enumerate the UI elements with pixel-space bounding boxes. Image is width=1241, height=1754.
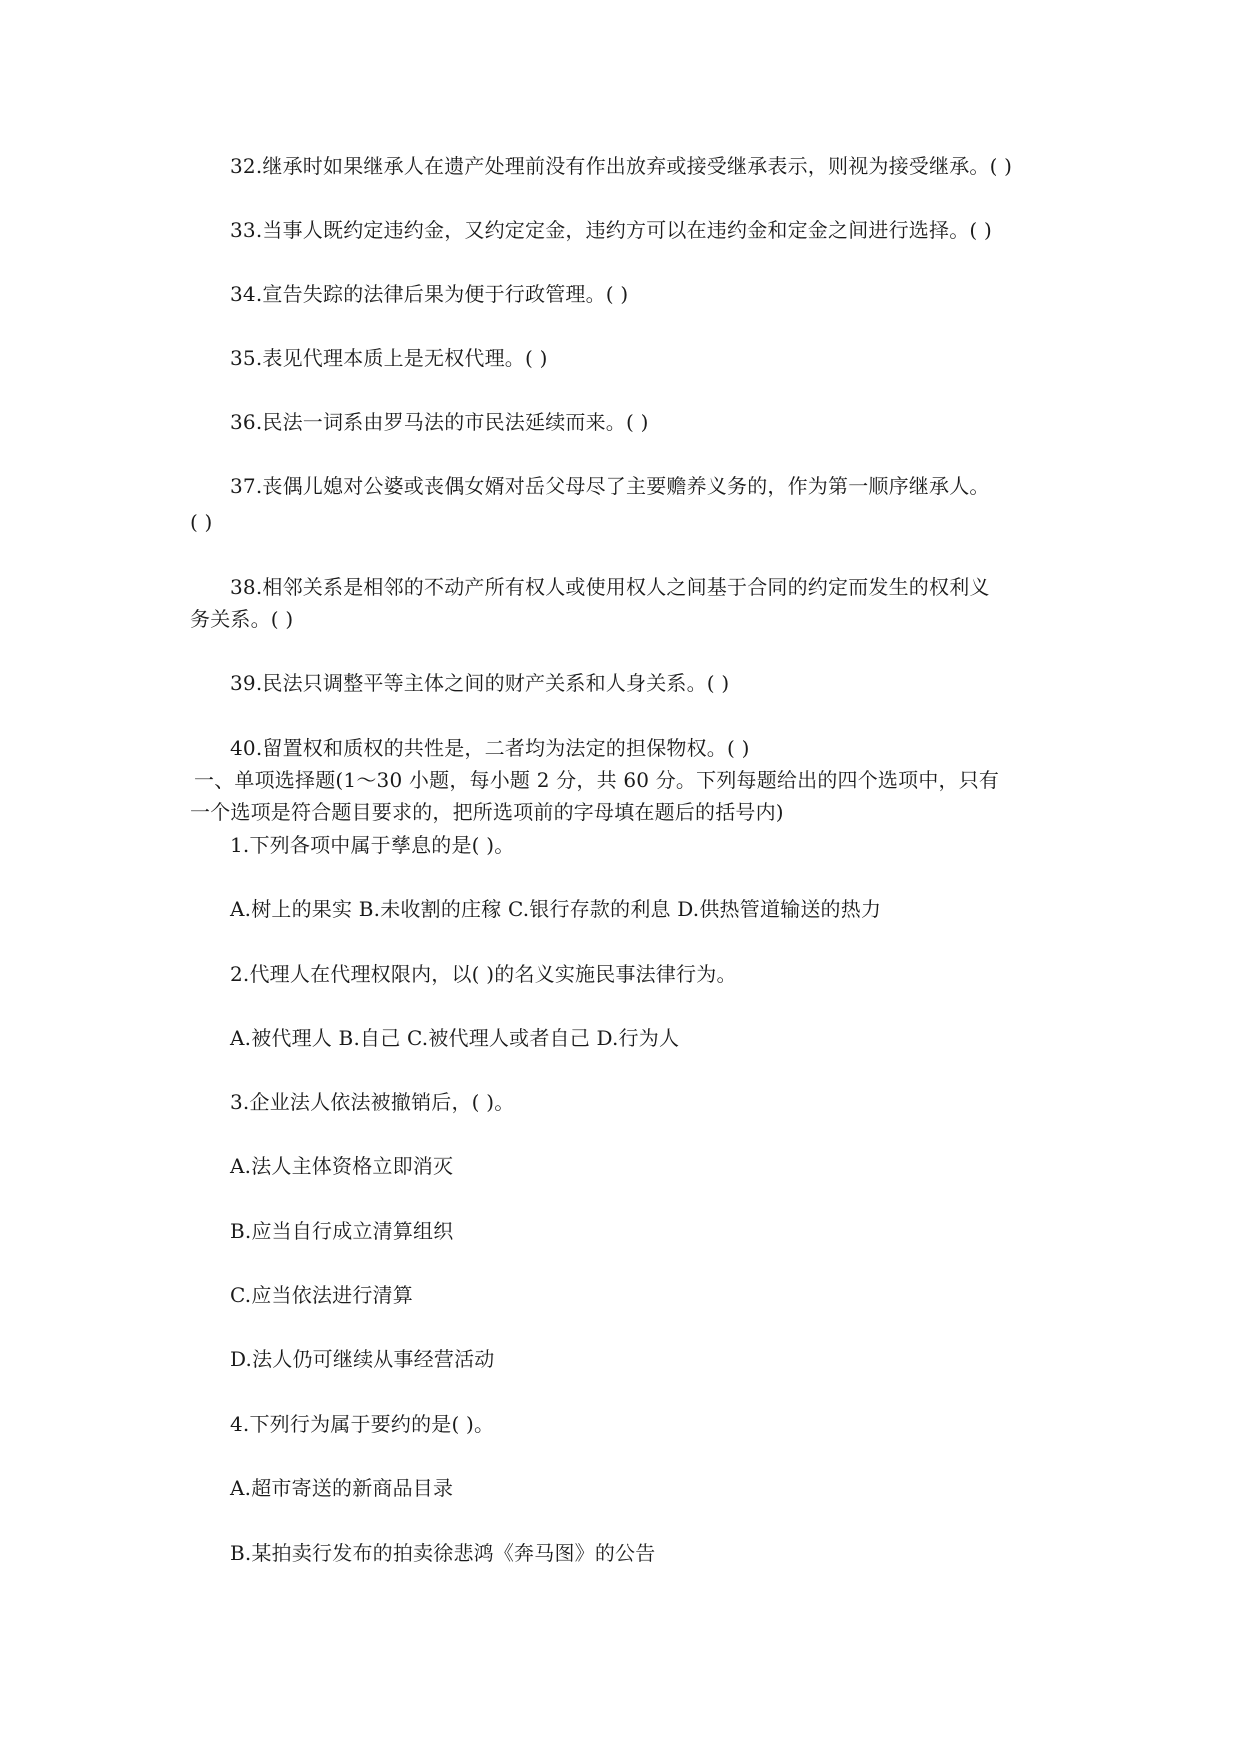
question-38-line-2: 务关系。( ): [190, 607, 294, 631]
mc-question-3-option-d: D.法人仍可继续从事经营活动: [230, 1347, 495, 1371]
question-33: 33.当事人既约定违约金，又约定定金，违约方可以在违约金和定金之间进行选择。( ): [230, 218, 992, 242]
mc-question-1: 1.下列各项中属于孳息的是( )。: [230, 833, 515, 857]
mc-question-3-option-c: C.应当依法进行清算: [230, 1283, 413, 1307]
question-32: 32.继承时如果继承人在遗产处理前没有作出放弃或接受继承表示，则视为接受继承。( ): [230, 154, 1013, 178]
mc-question-4: 4.下列行为属于要约的是( )。: [230, 1412, 495, 1436]
question-36: 36.民法一词系由罗马法的市民法延续而来。( ): [230, 410, 649, 434]
mc-question-1-options: A.树上的果实 B.未收割的庄稼 C.银行存款的利息 D.供热管道输送的热力: [230, 897, 882, 921]
mc-question-3-option-a: A.法人主体资格立即消灭: [230, 1154, 454, 1178]
question-39: 39.民法只调整平等主体之间的财产关系和人身关系。( ): [230, 671, 730, 695]
mc-question-2: 2.代理人在代理权限内，以( )的名义实施民事法律行为。: [230, 962, 737, 986]
mc-question-3-option-b: B.应当自行成立清算组织: [230, 1219, 454, 1243]
mc-question-4-option-b: B.某拍卖行发布的拍卖徐悲鸿《奔马图》的公告: [230, 1541, 656, 1565]
section-heading-line-1: 一、单项选择题(1～30 小题，每小题 2 分，共 60 分。下列每题给出的四个选项中，只有: [194, 768, 1000, 792]
question-40: 40.留置权和质权的共性是，二者均为法定的担保物权。( ): [230, 736, 750, 760]
question-34: 34.宣告失踪的法律后果为便于行政管理。( ): [230, 282, 629, 306]
mc-question-2-options: A.被代理人 B.自己 C.被代理人或者自己 D.行为人: [230, 1026, 680, 1050]
section-heading-line-2: 一个选项是符合题目要求的，把所选项前的字母填在题后的括号内): [190, 800, 784, 824]
question-37-line-2: ( ): [190, 510, 213, 534]
mc-question-3: 3.企业法人依法被撤销后，( )。: [230, 1090, 515, 1114]
question-35: 35.表见代理本质上是无权代理。( ): [230, 346, 548, 370]
question-38-line-1: 38.相邻关系是相邻的不动产所有权人或使用权人之间基于合同的约定而发生的权利义: [230, 575, 990, 599]
question-37-line-1: 37.丧偶儿媳对公婆或丧偶女婿对岳父母尽了主要赡养义务的，作为第一顺序继承人。: [230, 474, 990, 498]
mc-question-4-option-a: A.超市寄送的新商品目录: [230, 1476, 454, 1500]
